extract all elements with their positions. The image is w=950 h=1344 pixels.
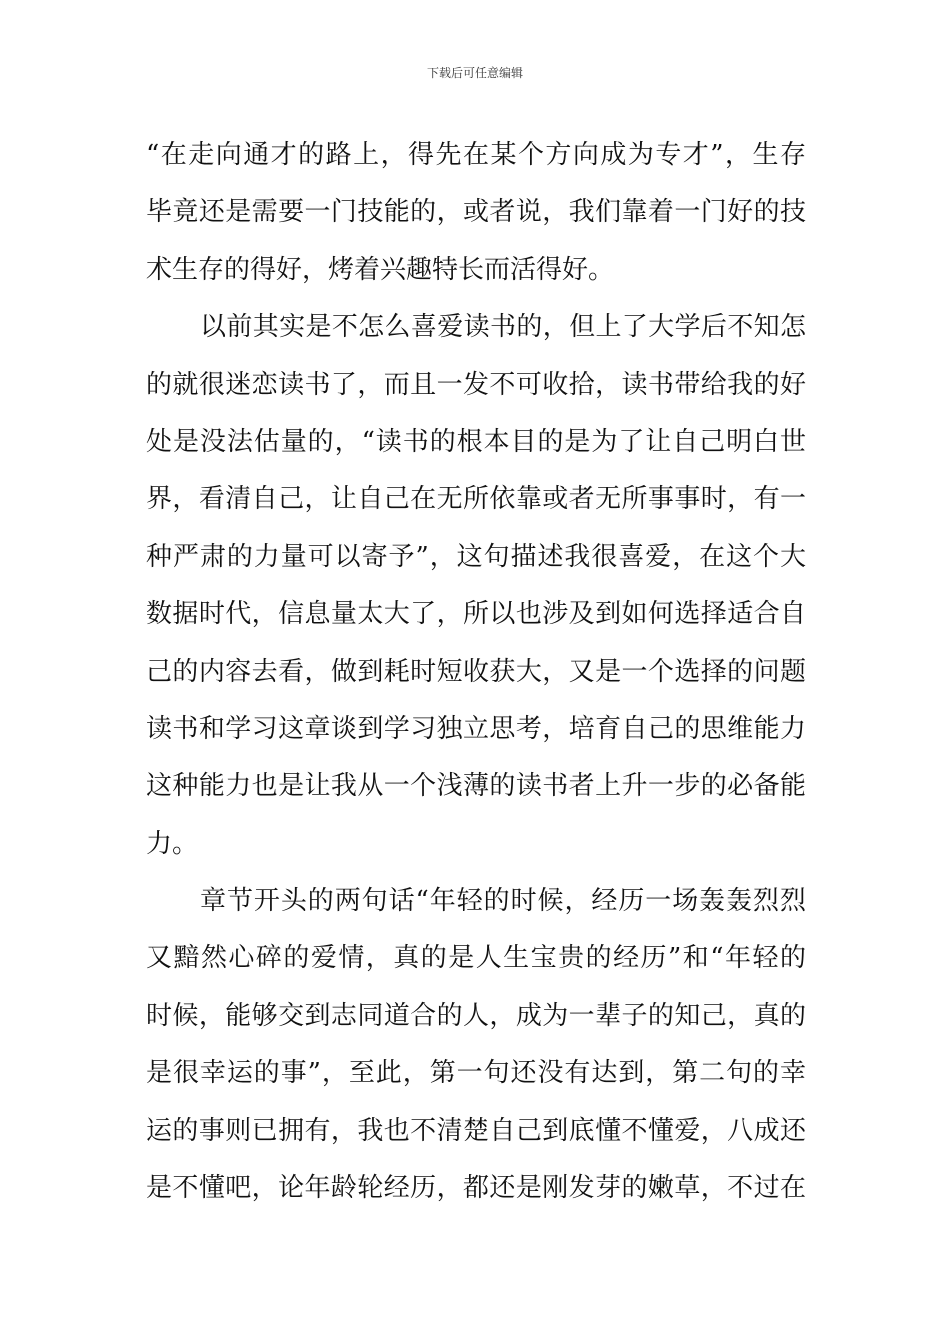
paragraph-line: 读书和学习这章谈到学习独立思考，培育自己的思维能力 (146, 713, 806, 744)
paragraph-line: 是很幸运的事”，至此，第一句还没有达到，第二句的幸 (146, 1058, 806, 1089)
paragraph-line: 时候，能够交到志同道合的人，成为一辈子的知己，真的 (146, 1000, 806, 1031)
paragraph-line: 运的事则已拥有，我也不清楚自己到底懂不懂爱，八成还 (146, 1115, 806, 1146)
paragraph-line: 毕竟还是需要一门技能的，或者说，我们靠着一门好的技 (146, 197, 806, 228)
paragraph-line: 是不懂吧，论年龄轮经历，都还是刚发芽的嫩草，不过在 (146, 1173, 806, 1204)
paragraph-line: 数据时代，信息量太大了，所以也涉及到如何选择适合自 (146, 599, 806, 630)
paragraph-line: 又黯然心碎的爱情，真的是人生宝贵的经历”和“年轻的 (146, 943, 806, 974)
paragraph-line: 己的内容去看，做到耗时短收获大，又是一个选择的问题 (146, 656, 806, 687)
paragraph-line: 处是没法估量的，“读书的根本目的是为了让自己明白世 (146, 426, 806, 457)
paragraph-line: 界，看清自己，让自己在无所依靠或者无所事事时，有一 (146, 484, 806, 515)
paragraph-line: 术生存的得好，烤着兴趣特长而活得好。 (146, 254, 615, 285)
paragraph-line: 种严肃的力量可以寄予”，这句描述我很喜爱，在这个大 (146, 541, 806, 572)
paragraph-line: “在走向通才的路上，得先在某个方向成为专才”，生存 (146, 140, 806, 170)
paragraph-line: 章节开头的两句话“年轻的时候，经历一场轰轰烈烈 (200, 886, 806, 917)
paragraph-line: 这种能力也是让我从一个浅薄的读书者上升一步的必备能 (146, 771, 806, 802)
paragraph-3 (146, 873, 806, 1217)
paragraph-line: 力。 (146, 828, 199, 859)
document-body (146, 127, 806, 1217)
paragraph-line: 的就很迷恋读书了，而且一发不可收拾，读书带给我的好 (146, 369, 806, 400)
paragraph-2 (146, 299, 806, 873)
paragraph-line: 以前其实是不怎么喜爱读书的，但上了大学后不知怎 (200, 312, 806, 343)
page-header: 下载后可任意编辑 (426, 66, 523, 80)
paragraph-1 (146, 127, 806, 299)
